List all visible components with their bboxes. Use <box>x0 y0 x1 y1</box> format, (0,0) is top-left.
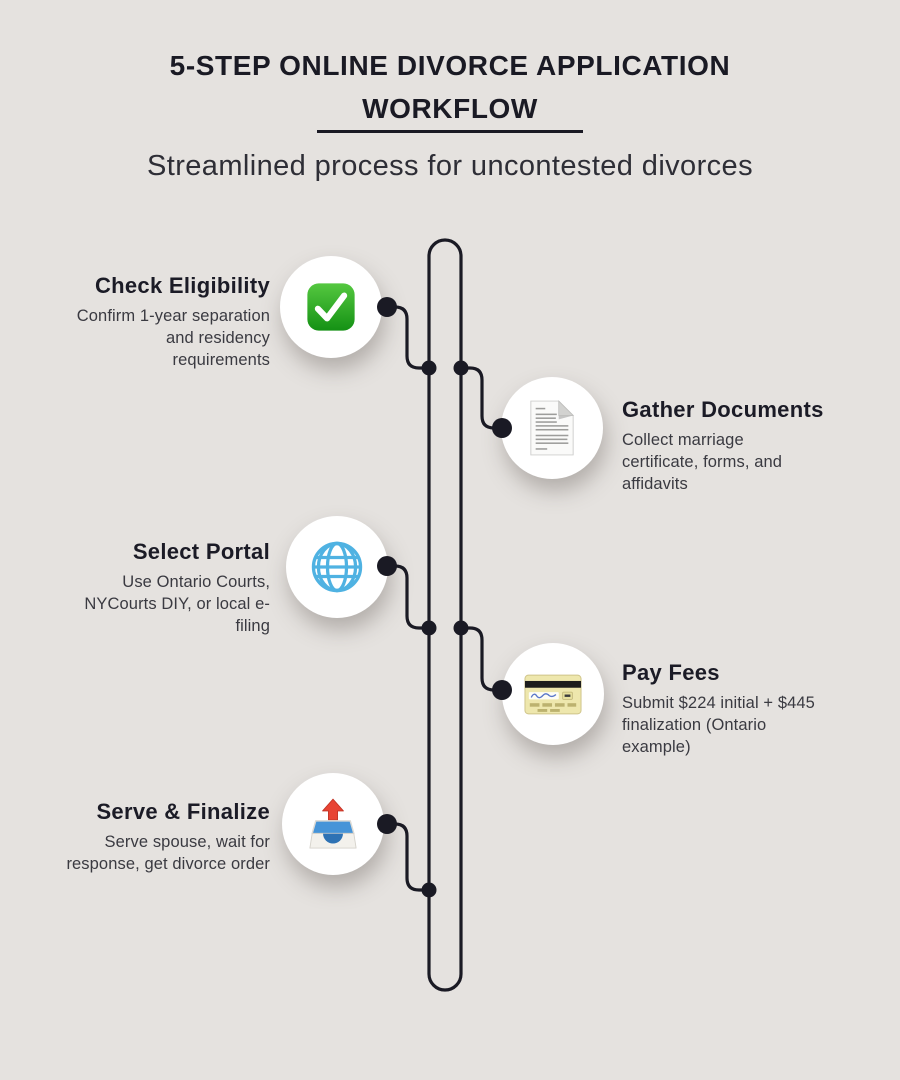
timeline-capsule <box>429 240 461 990</box>
check-mark-icon <box>303 279 359 335</box>
spine-dot-1-left <box>422 361 437 376</box>
step5-title: Serve & Finalize <box>96 799 270 824</box>
step5-description: Serve spouse, wait for response, get divorce order <box>66 833 270 873</box>
step5-text <box>20 799 270 876</box>
document-icon <box>527 399 577 457</box>
connector-step2 <box>461 368 502 428</box>
page-subtitle: Streamlined process for uncontested divorces <box>147 150 753 182</box>
step2-title: Gather Documents <box>622 397 824 422</box>
title-underline <box>317 130 583 133</box>
step4-text <box>622 660 862 759</box>
step1-description: Confirm 1-year separation and residency requirements <box>76 307 270 369</box>
step1-icon-circle <box>280 256 382 358</box>
outbox-tray-icon <box>304 797 362 852</box>
step2-description: Collect marriage certificate, forms, and affidavits <box>622 431 783 493</box>
step3-icon-circle <box>286 516 388 618</box>
connector-step1 <box>387 307 429 368</box>
page-title: 5-STEP ONLINE DIVORCE APPLICATION WORKFLOW <box>169 50 731 124</box>
step4-description: Submit $224 initial + $445 finalization (Ontario example) <box>622 694 815 756</box>
globe-icon <box>308 538 366 596</box>
step1-title: Check Eligibility <box>94 273 270 298</box>
connector-step3 <box>387 566 429 628</box>
spine-dot-2-left <box>422 621 437 636</box>
step2-text <box>622 397 862 496</box>
step3-text <box>20 539 270 638</box>
step3-description: Use Ontario Courts, NYCourts DIY, or local e-filing <box>84 573 270 635</box>
step3-title: Select Portal <box>132 539 270 564</box>
step5-icon-circle <box>282 773 384 875</box>
step4-icon-circle <box>502 643 604 745</box>
step4-title: Pay Fees <box>622 660 720 685</box>
spine-dot-3-left <box>422 883 437 898</box>
spine-dot-2-right <box>454 621 469 636</box>
spine-dot-1-right <box>454 361 469 376</box>
credit-card-icon <box>524 674 582 715</box>
step2-icon-circle <box>501 377 603 479</box>
step1-text <box>20 273 270 372</box>
connector-step5 <box>387 824 429 890</box>
connector-step4 <box>461 628 502 690</box>
